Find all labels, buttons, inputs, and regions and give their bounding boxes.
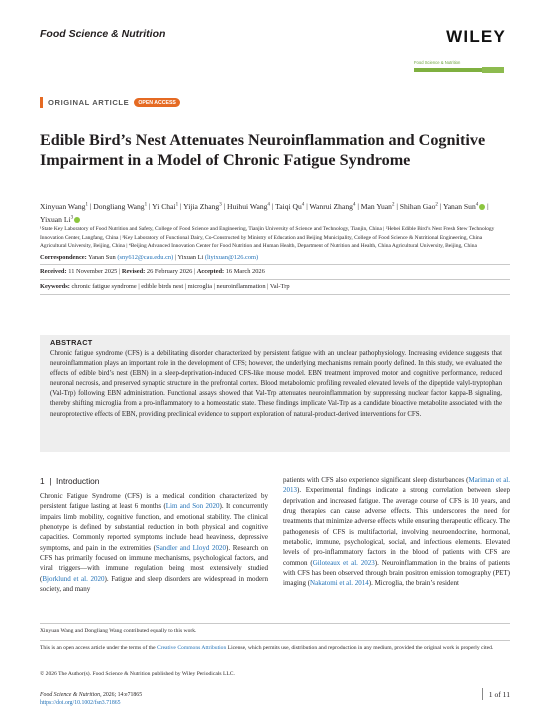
author — [361, 202, 395, 211]
correspondence-sep: | — [174, 254, 178, 261]
page-number — [482, 688, 510, 700]
citation-volume: , 2026; 14:e71865 — [100, 692, 143, 698]
author-name: Taiqi Qu — [275, 201, 302, 211]
author — [183, 202, 222, 211]
keywords-label: Keywords: — [40, 283, 70, 290]
text-run: Chronic Fatigue Syndrome (CFS) is a medical condition characterized by persistent fatigue lasting at least 6 months ( — [40, 492, 268, 511]
text-run: ). It concurrently impairs limb mobility, cognitive function, and emotional stability. The clinical phenotype is defined by substantial reduction in both physical and cognitive capacities. Commonly reported symptoms include head heaviness, depressive symptoms, and pain in the extremities ( — [40, 502, 268, 552]
body-column-right — [283, 475, 510, 589]
abstract-text: Chronic fatigue syndrome (CFS) is a debilitating disorder characterized by persistent fatigue with an unclear pathophysiology. Increasing evidence suggests that neuroinflammation plays an important role in the development of CFS; however, the underlying mechanisms remain poorly defined. In this study, we evaluated the effects of edible bird’s nest (EBN) in a sleep-deprivation-induced CFS-like mouse model. EBN treatment improved motor and cognitive performance, reduced neuronal necrosis, and preserved synaptic structure in the prefrontal cortex. Blood metabolomic profiling revealed elevated levels of the dipeptide valyl-tryptophan (Val-Trp) following EBN administration. Functional assays showed that Val-Trp attenuates neuroinflammation by suppressing nuclear factor kappa-B signaling, thereby shifting microglia from a pro-inflammatory to a homeostatic state. These findings implicate Val-Trp as a candidate bioactive metabolite associated with the neuroprotective effects of EBN, providing preclinical evidence to support exploration of natural-product-derived interventions for CFS. — [50, 350, 502, 418]
contribution-note: Xinyuan Wang and Dongliang Wang contributed equally to this work. — [40, 628, 197, 634]
author-affiliation-sup: 1 — [175, 202, 179, 207]
footnote-divider — [40, 623, 510, 624]
text-run: ). Experimental findings indicate a strong correlation between sleep deprivation and increased fatigue. The average course of CFS is 10 years, and drug therapies can cause adverse effects. This underscores the need for treatments that minimize adverse effects while ensuring therapeutic efficacy. The pathogenesis of CFS is multifactorial, involving neuroendocrine, hormonal, metabolic, immune, psychological, social, and infectious elements. Elevated levels of pro-inflammatory factors in the blood of patients with CFS are common ( — [283, 486, 510, 567]
wiley-logo: WILEY — [446, 27, 506, 46]
author-separator: | — [437, 201, 443, 211]
license-text: This is an open access article under the terms of the — [40, 645, 157, 651]
correspondence-1-name: Yanan Sun — [88, 254, 116, 261]
citation-link[interactable]: Mariman et al. 2013 — [283, 476, 511, 495]
author-separator: | — [178, 201, 184, 211]
author-separator: | — [394, 201, 400, 211]
body-column-left — [40, 491, 268, 594]
text-run: ). Research on CFS has primarily focused on immune mechanisms, psychological factors, and viral triggers—with immune regulation being most extensively studied ( — [40, 543, 269, 583]
accepted-date: 16 March 2026 — [225, 268, 265, 275]
dates-row: Received: 11 November 2025 | Revised: 26 February 2026 | Accepted: 16 March 2026 — [40, 268, 265, 275]
citation-link[interactable]: Giloteaux et al. 2023 — [312, 558, 375, 567]
author-affiliation-sup: 4 — [475, 202, 479, 207]
orcid-icon[interactable] — [74, 217, 80, 223]
citation-line — [40, 691, 142, 699]
correspondence-label: Correspondence: — [40, 254, 87, 261]
author-name: Yanan Sun — [442, 201, 476, 211]
page-number-text: 1 of 11 — [488, 689, 510, 699]
copyright-note: © 2026 The Author(s). Food Science & Nutrition published by Wiley Periodicals LLC. — [40, 671, 235, 677]
open-access-badge: OPEN ACCESS — [134, 98, 180, 107]
author-affiliation-sup: 4 — [301, 202, 305, 207]
doi-link[interactable]: https://doi.org/10.1002/fsn3.71865 — [40, 700, 121, 707]
journal-logo-text: Food Science & Nutrition — [414, 60, 461, 65]
author — [40, 215, 80, 224]
author-list — [40, 199, 510, 225]
accepted-label: Accepted: — [196, 268, 225, 275]
license-link[interactable]: Creative Commons Attribution — [156, 645, 227, 651]
author-separator: | — [221, 201, 228, 211]
author-affiliation-sup: 4 — [267, 202, 270, 207]
journal-name: Food Science & Nutrition — [40, 28, 166, 40]
author-separator: | — [304, 201, 310, 211]
footnote-divider — [40, 640, 510, 641]
correspondence-2-name: Yixuan Li — [177, 254, 204, 261]
author-name: Yixuan Li — [40, 214, 71, 224]
citation-link[interactable]: Lim and Son 2020 — [165, 502, 220, 511]
author-affiliation-sup: 2 — [391, 202, 395, 207]
affiliations: ¹State Key Laboratory of Food Nutrition and Safety, College of Food Science and Engineering, Tianjin University of Science and Technology, Tianjin, China | ²Hebei Edible Bird’s Nest Fresh Stew Technology Innovation Center, Langfang, China | ³Key Laboratory of Functional Dairy, Co-Constructed by Ministry of Education and Beijing Municipality, College of Food Science & Nutritional Engineering, China Agricultural University, Beijing, China | ⁴Beijing Advanced Innovation Center for Food Nutrition and Human Health, Department of Nutrition and Health, China Agricultural University, Beijing, China — [40, 226, 495, 250]
received-label: Received: — [40, 268, 67, 275]
citation-link[interactable]: Nakatomi et al. 2014 — [310, 579, 369, 588]
author — [400, 202, 438, 211]
author-affiliation-sup: 1 — [85, 202, 88, 207]
author-affiliation-sup: 4 — [352, 202, 356, 207]
author-name: Wanrui Zhang — [309, 201, 353, 211]
license-text: License, which permits use, distribution and reproduction in any medium, provided the original work is properly cited. — [226, 645, 494, 651]
author — [152, 202, 178, 211]
revised-label: Revised: — [121, 268, 146, 275]
article-type-accent — [40, 97, 43, 108]
section-title: Introduction — [56, 476, 100, 486]
author-separator: | — [87, 201, 94, 211]
author-name: Yijia Zhang — [183, 201, 220, 211]
author-name: Shihan Gao — [399, 201, 436, 211]
divider — [40, 264, 510, 265]
journal-logo-tag — [482, 67, 504, 73]
author-name: Yi Chai — [152, 201, 176, 211]
citation-link[interactable]: Sandler and Lloyd 2020 — [155, 543, 227, 552]
article-title: Edible Bird’s Nest Attenuates Neuroinflammation and Cognitive Impairment in a Model of Chronic Fatigue Syndrome — [40, 131, 486, 169]
correspondence-1-email[interactable]: (sny612@cau.edu.cn) — [117, 254, 174, 261]
citation-link[interactable]: Bjorklund et al. 2020 — [42, 574, 105, 583]
author-name: Huihui Wang — [227, 201, 268, 211]
section-number: 1 — [40, 476, 45, 486]
text-run: ). Microglia, the brain’s resident — [368, 579, 459, 588]
author — [93, 202, 147, 211]
author-affiliation-sup: 2 — [435, 202, 438, 207]
journal-logo — [414, 60, 504, 75]
section-heading — [40, 476, 99, 486]
author — [227, 202, 270, 211]
received-date: 11 November 2025 — [68, 268, 118, 275]
license-note — [40, 644, 510, 652]
section-separator: | — [49, 476, 52, 486]
abstract-heading: ABSTRACT — [50, 338, 93, 347]
author-name: Dongliang Wang — [93, 201, 145, 211]
text-run: ). Neuroinflammation in the brains of patients with CFS has been observed through brain positron emission tomography (PET) imaging ( — [283, 558, 510, 588]
author — [309, 202, 355, 211]
author-affiliation-sup: 3 — [70, 215, 74, 221]
article-type-label: ORIGINAL ARTICLE — [48, 98, 130, 107]
divider — [40, 279, 510, 280]
keywords-row — [40, 283, 510, 290]
author-container — [40, 202, 489, 224]
author-name: Man Yuan — [360, 201, 392, 211]
author — [443, 202, 485, 211]
doi-line — [40, 699, 142, 707]
author — [275, 202, 304, 211]
text-run: patients with CFS also experience significant sleep disturbances ( — [283, 476, 469, 484]
author-separator: | — [485, 201, 489, 211]
author-separator: | — [269, 201, 276, 211]
correspondence-2-email[interactable]: (liyixuan@126.com) — [204, 254, 259, 261]
author-name: Xinyuan Wang — [40, 201, 86, 211]
page-number-divider — [482, 688, 483, 700]
author-affiliation-sup: 3 — [219, 202, 222, 207]
author-separator: | — [147, 201, 153, 211]
text-run: ). Fatigue and sleep disorders are widespread in modern society, and many — [40, 574, 268, 594]
abstract-box — [40, 335, 510, 452]
correspondence — [40, 253, 510, 262]
author-separator: | — [355, 201, 361, 211]
citation-journal: Food Science & Nutrition — [40, 692, 101, 698]
revised-date: 26 February 2026 — [146, 268, 193, 275]
article-type-row — [40, 97, 180, 108]
citation-block — [40, 691, 142, 707]
author-affiliation-sup: 1 — [144, 202, 148, 207]
divider — [40, 294, 510, 295]
author — [40, 202, 88, 211]
keywords-text: chronic fatigue syndrome | edible birds nest | microglia | neuroinflammation | Val-Trp — [71, 283, 290, 290]
